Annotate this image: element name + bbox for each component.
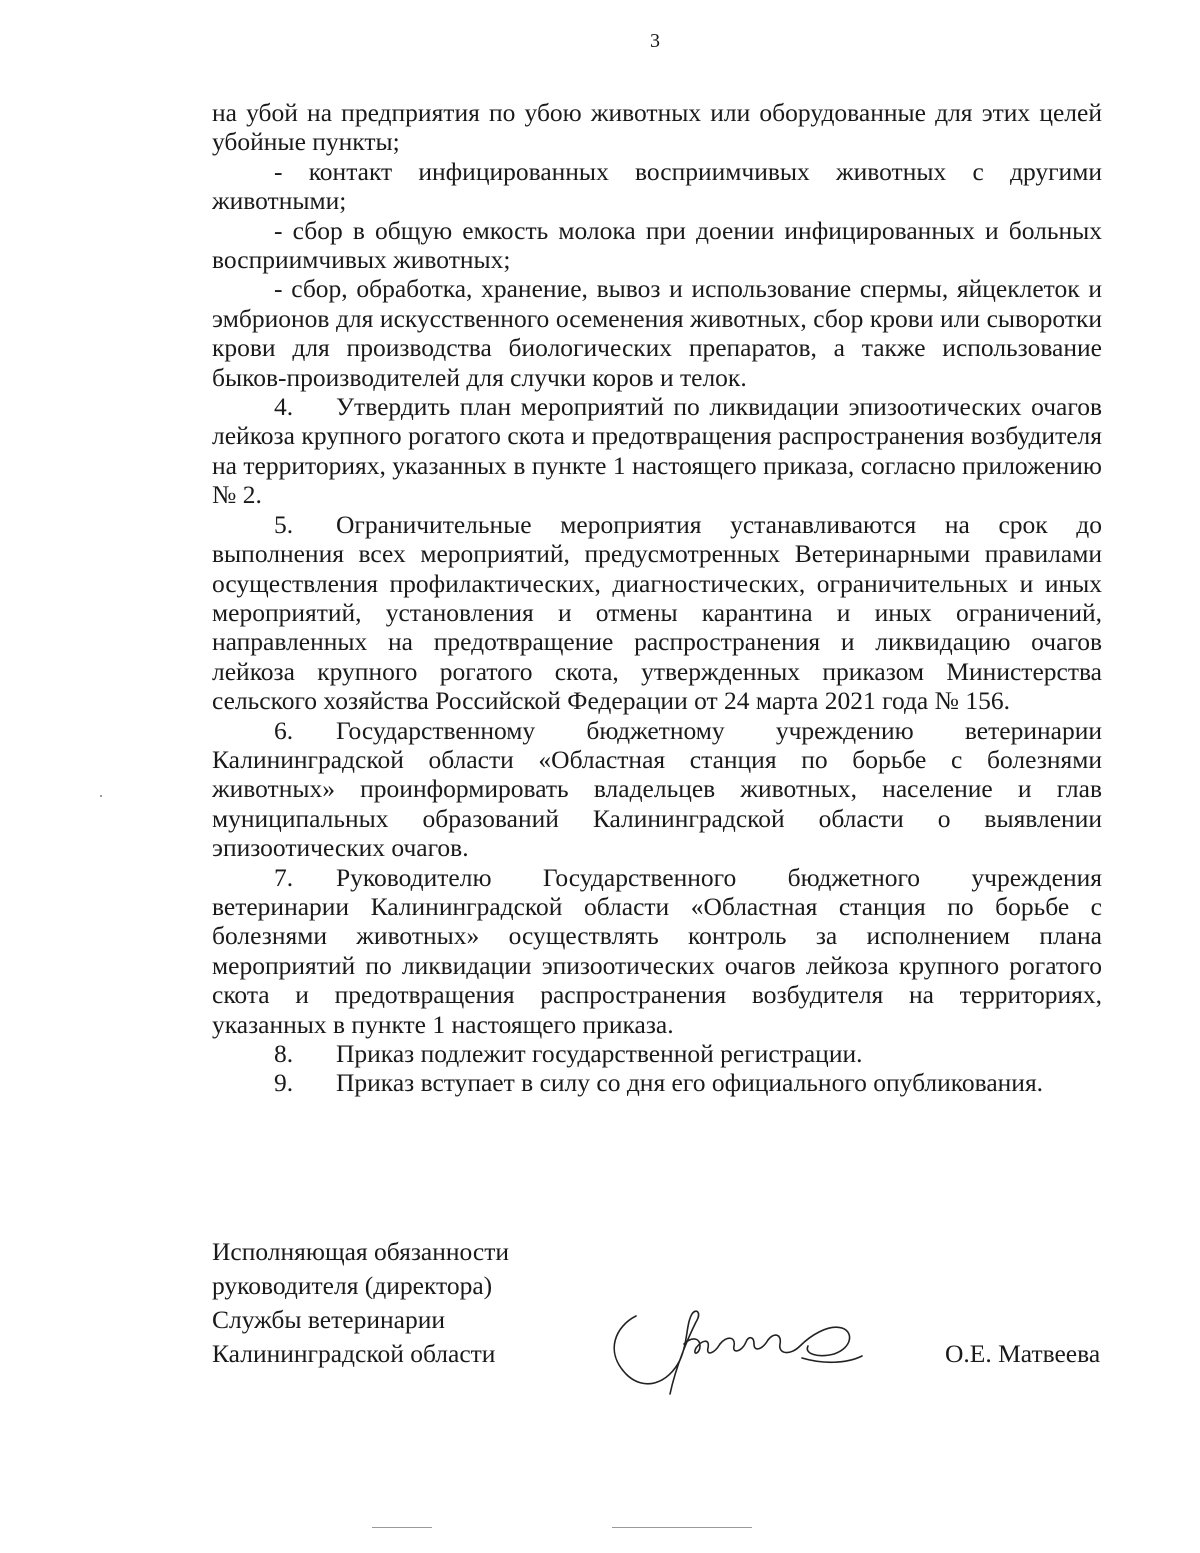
clause-text: Приказ подлежит государственной регистрации. (336, 1039, 863, 1068)
clause-number: 8. (274, 1039, 294, 1068)
clause-text: Утвердить план мероприятий по ликвидации эпизоотических очагов лейкоза крупного рогатого скота и предотвращения распространения возбудителя на территориях, указанных в пункте 1 настоящего приказа, согласно приложению № 2. (212, 392, 1102, 510)
clause-text: Ограничительные мероприятия устанавливаются на срок до выполнения всех мероприятий, предусмотренных Ветеринарными правилами осуществления профилактических, диагностических, ограничительных и иных мероприятий, установления и отмены карантина и иных ограничений, направленных на предотвращение распространения и ликвидацию очагов лейкоза крупного рогатого скота, утвержденных приказом Министерства сельского хозяйства Российской Федерации от 24 марта 2021 года № 156. (212, 509, 1102, 716)
signatory-position (212, 1235, 509, 1371)
clause-4 (212, 392, 1102, 510)
position-line: руководителя (директора) (212, 1271, 493, 1300)
signer-name: О.Е. Матвеева (945, 1339, 1101, 1368)
scan-mark (372, 1527, 432, 1528)
clause-text: Руководителю Государственного бюджетного учреждения ветеринарии Калининградской области «Областная станция по борьбе с болезнями животных» осуществлять контроль за исполнением плана мероприятий по ликвидации эпизоотических очагов лейкоза крупного рогатого скота и предотвращения распространения возбудителя на территориях, указанных в пункте 1 настоящего приказа. (212, 862, 1102, 1039)
paragraph-continuation: на убой на предприятия по убою животных или оборудованные для этих целей убойные пункты; (212, 98, 1102, 157)
paragraph-milk: - сбор в общую емкость молока при доении инфицированных и больных восприимчивых животных; (212, 215, 1102, 275)
clause-number: 6. (274, 715, 294, 745)
clause-number: 5. (274, 509, 294, 539)
clause-number: 7. (274, 862, 294, 892)
handwritten-signature (596, 1296, 876, 1406)
scan-mark (100, 795, 102, 797)
clause-7 (212, 863, 1102, 1039)
clause-8 (212, 1039, 1102, 1068)
scan-mark (612, 1527, 752, 1528)
paragraph-sperm: - сбор, обработка, хранение, вывоз и использование спермы, яйцеклеток и эмбрионов для искусственного осеменения животных, сбор крови или сыворотки крови для производства биологических препаратов, а также использование быков-производителей для случки коров и телок. (212, 274, 1102, 392)
clause-9 (212, 1068, 1102, 1097)
position-line: Исполняющая обязанности (212, 1237, 509, 1266)
clause-number: 4. (274, 392, 294, 422)
paragraph-contact: - контакт инфицированных восприимчивых животных с другими животными; (212, 156, 1102, 216)
clause-5 (212, 510, 1102, 716)
clause-text: Государственному бюджетному учреждению ветеринарии Калининградской области «Областная станция по борьбе с болезнями животных» проинформировать владельцев животных, население и глав муниципальных образований Калининградской области о выявлении эпизоотических очагов. (212, 715, 1102, 863)
order-body (212, 98, 1102, 1098)
page-number: 3 (650, 30, 660, 52)
clause-text: Приказ вступает в силу со дня его официального опубликования. (336, 1068, 1044, 1098)
clause-number: 9. (274, 1068, 294, 1098)
clause-6 (212, 716, 1102, 863)
position-line: Калининградской области (212, 1339, 496, 1368)
position-line: Службы ветеринарии (212, 1305, 445, 1334)
